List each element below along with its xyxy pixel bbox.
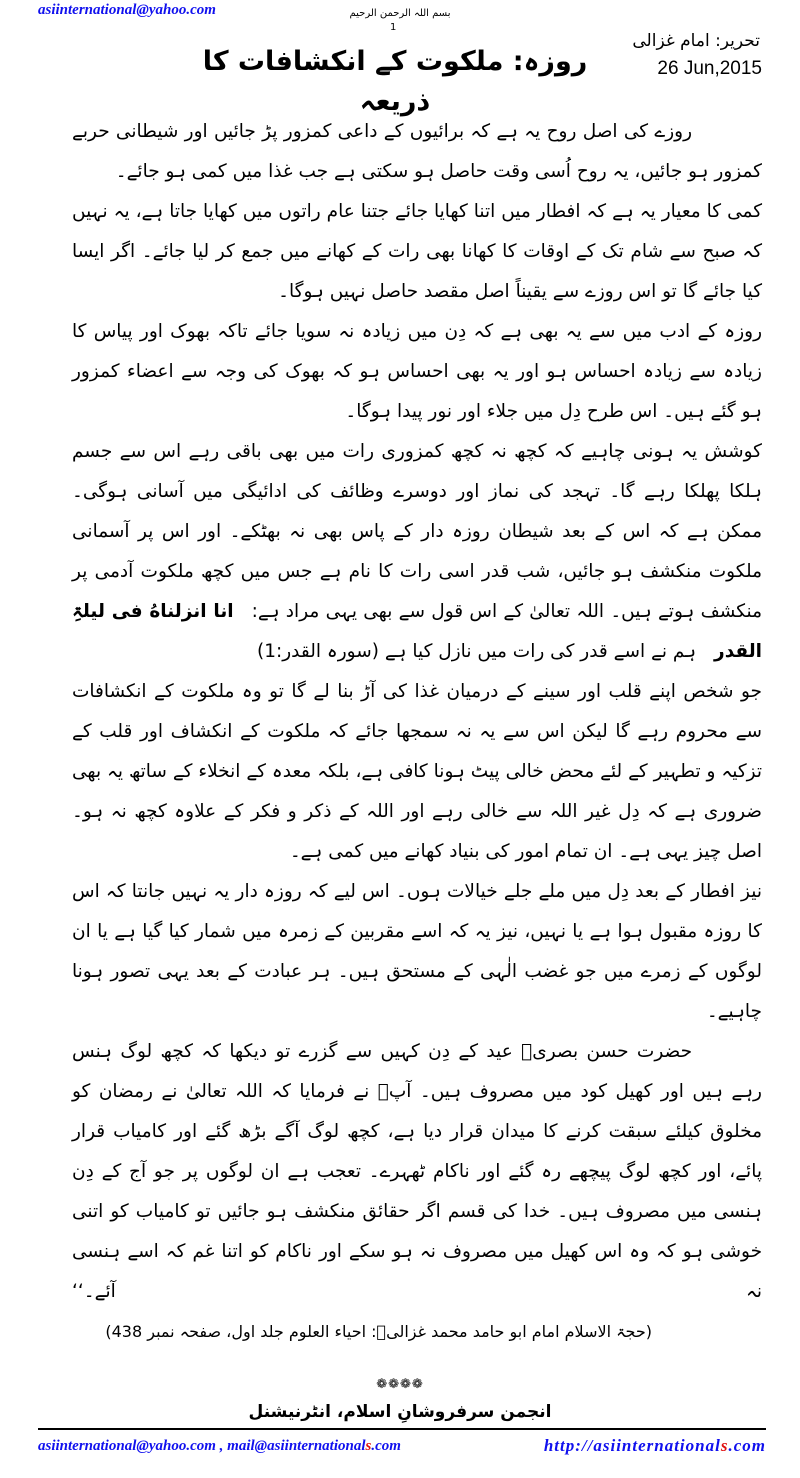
mail-suffix: .com (371, 1438, 401, 1454)
site-red-s: s (720, 1436, 729, 1455)
organization-name: انجمن سرفروشانِ اسلام، انٹرنیشنل (248, 1402, 552, 1422)
paragraph: جو شخص اپنے قلب اور سینے کے درمیان غذا کی آڑ بنا لے گا تو وہ ملکوت کے انکشافات سے محروم رہے گا لیکن اس سے یہ نہ سمجھا جائے کہ ملکوت کے انکشاف اور قلب کے تزکیہ و تطہیر کے لئے محض خالی پیٹ ہونا کافی ہے، بلکہ معدہ کے انخلاء کے ساتھ یہ بھی ضروری ہے کہ دِل غیر اللہ سے خالی رہے اور اللہ کے ذکر و فکر کے علاوہ کچھ نہ ہو۔ اصل چیز یہی ہے۔ ان تمام امور کی بنیاد کھانے میں کمی ہے۔ (72, 681, 762, 862)
separator: , (215, 1438, 228, 1454)
paragraph-text: کوشش یہ ہونی چاہیے کہ کچھ نہ کچھ کمزوری رات میں بھی باقی رہے اس سے جسم ہلکا پھلکا رہے گا۔ تہجد کی نماز اور دوسرے وظائف کی ادائیگی میں آسانی ہوگی۔ ممکن ہے کہ اس کے بعد شیطان روزہ دار کے پاس بھی نہ بھٹکے۔ اور اس پر آسمانی ملکوت منکشف ہو جائیں، شب قدر اسی رات کا نام ہے جس میں کچھ ملکوت آدمی پر منکشف ہوتے ہیں۔ اللہ تعالیٰ کے اس قول سے بھی یہی مراد ہے: (72, 441, 762, 622)
footer-links (38, 1434, 766, 1458)
footer-mail-link[interactable] (227, 1438, 401, 1454)
footer-emails (38, 1434, 401, 1458)
paragraph-text: حضرت حسن بصریؒ عید کے دِن کہیں سے گزرے تو دیکھا کہ کچھ لوگ ہنس رہے ہیں اور کھیل کود میں مصروف ہیں۔ آپؒ نے فرمایا کہ اللہ تعالیٰ نے رمضان کو مخلوق کیلئے سبقت کرنے کا میدان قرار دیا ہے، کچھ لوگ آگے بڑھ گئے اور کامیاب قرار پائے، اور کچھ لوگ پیچھے رہ گئے اور ناکام ٹھہرے۔ تعجب ہے ان لوگوں پر جو آج کے دِن ہنسی میں مصروف ہیں۔ خدا کی قسم اگر حقائق منکشف ہو جائیں تو کامیاب کو اتنی خوشی ہو کہ وہ اس کھیل میں مصروف نہ ہو سکے اور ناکام کو اتنا غم کہ اسے ہنسی نہ آئے۔‘‘ (72, 1041, 763, 1302)
quran-verse: انا انزلناهُ فی لیلۃِ القدر (72, 601, 762, 662)
paragraph (72, 432, 762, 672)
citation: (حجۃ الاسلام امام ابو حامد محمد غزالیؒ: احیاء العلوم جلد اول، صفحہ نمبر 438) (105, 1322, 652, 1341)
date: 26 Jun,2015 (657, 58, 762, 79)
verse-translation: ہم نے اسے قدر کی رات میں نازل کیا ہے (سورہ القدر:1) (257, 641, 697, 662)
bismillah: بسم اللہ الرحمن الرحیم (349, 8, 451, 19)
title-text: روزہ: ملکوت کے انکشافات کا ذریعہ (202, 46, 588, 117)
author: تحریر: امام غزالی (632, 31, 760, 51)
article-body (72, 112, 762, 1352)
header-email-link[interactable]: asiinternational@yahoo.com (38, 2, 216, 18)
paragraph: نیز افطار کے بعد دِل میں ملے جلے خیالات ہوں۔ اس لیے کہ روزہ دار یہ نہیں جانتا کہ اس کا روزہ مقبول ہوا ہے یا نہیں، نیز یہ کہ اسے مقربین کے زمرہ میں شمار کیا گیا ہے یا ان لوگوں کے زمرے میں جو غضب الٰہی کے مستحق ہیں۔ ہر عبادت کے بعد یہی تصور ہونا چاہیے۔ (72, 881, 762, 1022)
paragraph: کمی کا معیار یہ ہے کہ افطار میں اتنا کھایا جائے جتنا عام راتوں میں کھایا جاتا ہے، یہ نہیں کہ صبح سے شام تک کے اوقات کا کھانا بھی رات کے کھانے میں جمع کر لیا جائے۔ اگر ایسا کیا جائے گا تو اس روزے سے یقیناً اصل مقصد حاصل نہیں ہوگا۔ (72, 201, 762, 302)
page-title (170, 42, 620, 122)
mail-red-s: s (365, 1438, 372, 1454)
page-number: 1 (390, 22, 397, 33)
paragraph: روزہ کے ادب میں سے یہ بھی ہے کہ دِن میں زیادہ نہ سویا جائے تاکہ بھوک اور پیاس کا زیادہ سے زیادہ احساس ہو اور یہ بھی احساس ہو کہ بھوک کی وجہ سے اعضاء کمزور ہو گئے ہیں۔ اس طرح دِل میں جلاء اور نور پیدا ہوگا۔ (72, 321, 762, 422)
footer-divider (38, 1428, 766, 1430)
website-link[interactable] (544, 1434, 766, 1458)
footer-email-link[interactable]: asiinternational@yahoo.com (38, 1438, 216, 1454)
mail-prefix: mail@asiinternational (227, 1438, 366, 1454)
site-prefix: http://asiinternational (543, 1436, 721, 1455)
page-header (0, 0, 800, 117)
page-footer (0, 1376, 800, 1478)
paragraph: روزے کی اصل روح یہ ہے کہ برائیوں کے داعی کمزور پڑ جائیں اور شیطانی حربے کمزور ہو جائیں، یہ روح اُسی وقت حاصل ہو سکتی ہے جب غذا میں کمی ہو جائے۔ (72, 121, 762, 182)
paragraph (72, 1032, 762, 1352)
site-suffix: .com (728, 1436, 766, 1455)
ornament-stars: ❁❁❁❁ (376, 1377, 424, 1392)
